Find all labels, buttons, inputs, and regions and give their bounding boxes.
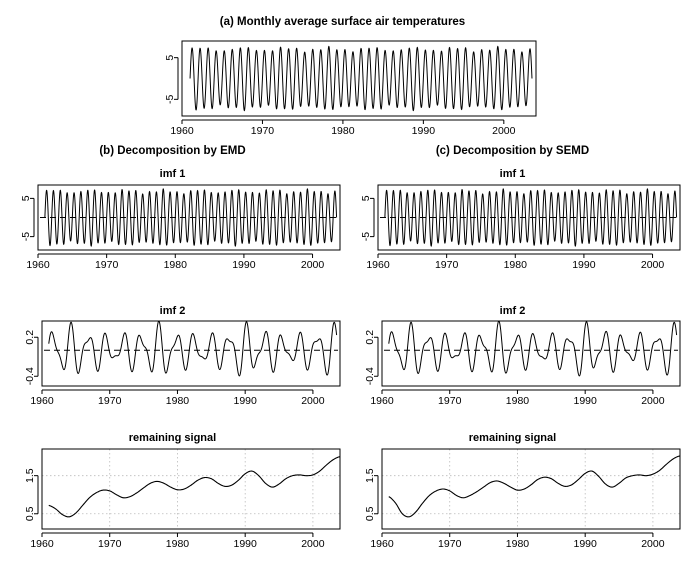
panel-title-b-imf1: imf 1 — [159, 168, 186, 180]
panel-title-c-remaining: remaining signal — [468, 432, 557, 444]
svg-text:1970: 1970 — [250, 125, 275, 137]
svg-text:1.5: 1.5 — [24, 468, 36, 483]
figure-title-b: (b) Decomposition by EMD — [99, 145, 246, 157]
svg-text:1960: 1960 — [370, 395, 394, 407]
svg-text:1960: 1960 — [30, 395, 54, 407]
chart-panel-c-imf1 — [346, 182, 684, 272]
chart-panel-a — [150, 38, 540, 138]
panel-title-b-remaining: remaining signal — [128, 432, 217, 444]
svg-text:1970: 1970 — [438, 538, 462, 550]
svg-text:1980: 1980 — [331, 125, 355, 137]
svg-text:5: 5 — [360, 195, 372, 202]
chart-panel-b-imf1 — [6, 182, 344, 272]
panel-title-c-imf1: imf 1 — [499, 168, 526, 180]
svg-text:1970: 1970 — [438, 395, 462, 407]
svg-text:2000: 2000 — [492, 125, 516, 137]
svg-text:1960: 1960 — [26, 259, 50, 271]
svg-text:1980: 1980 — [165, 538, 190, 550]
svg-text:1990: 1990 — [232, 259, 256, 271]
chart-panel-b-imf2 — [6, 318, 344, 408]
svg-text:1960: 1960 — [366, 259, 390, 271]
svg-text:2000: 2000 — [301, 395, 325, 407]
svg-text:5: 5 — [20, 195, 32, 202]
svg-text:2000: 2000 — [640, 259, 665, 271]
svg-text:-5: -5 — [164, 94, 176, 105]
svg-text:1980: 1980 — [503, 259, 527, 271]
svg-text:-0.4: -0.4 — [24, 367, 36, 386]
svg-text:-5: -5 — [20, 231, 32, 242]
svg-text:1980: 1980 — [505, 538, 530, 550]
svg-text:2000: 2000 — [301, 538, 325, 550]
svg-text:1980: 1980 — [165, 395, 190, 407]
svg-text:1960: 1960 — [170, 125, 194, 137]
chart-panel-b-remaining — [6, 446, 344, 551]
svg-text:-5: -5 — [360, 231, 372, 242]
svg-text:0.5: 0.5 — [364, 506, 376, 522]
svg-text:0.2: 0.2 — [24, 329, 36, 345]
svg-text:1.5: 1.5 — [364, 468, 376, 483]
svg-text:0.2: 0.2 — [364, 329, 376, 345]
svg-text:1990: 1990 — [572, 259, 596, 271]
svg-text:1970: 1970 — [98, 395, 122, 407]
svg-text:2000: 2000 — [641, 395, 665, 407]
svg-text:1970: 1970 — [94, 259, 119, 271]
svg-text:1990: 1990 — [233, 538, 257, 550]
svg-text:1960: 1960 — [370, 538, 394, 550]
chart-panel-c-remaining — [346, 446, 684, 551]
svg-text:5: 5 — [164, 54, 176, 61]
svg-text:2000: 2000 — [300, 259, 325, 271]
svg-text:1980: 1980 — [505, 395, 530, 407]
svg-text:1990: 1990 — [233, 395, 257, 407]
svg-text:1970: 1970 — [434, 259, 459, 271]
svg-text:1970: 1970 — [98, 538, 122, 550]
svg-text:1990: 1990 — [411, 125, 436, 137]
chart-panel-c-imf2 — [346, 318, 684, 408]
svg-text:1990: 1990 — [573, 538, 597, 550]
svg-text:1980: 1980 — [163, 259, 187, 271]
svg-text:0.5: 0.5 — [24, 506, 36, 522]
panel-title-c-imf2: imf 2 — [499, 305, 526, 317]
svg-text:1990: 1990 — [573, 395, 597, 407]
svg-text:1960: 1960 — [30, 538, 54, 550]
panel-title-b-imf2: imf 2 — [159, 305, 186, 317]
svg-text:-0.4: -0.4 — [364, 367, 376, 386]
figure-title-a: (a) Monthly average surface air temperatures — [219, 16, 466, 28]
figure-title-c: (c) Decomposition by SEMD — [435, 145, 590, 157]
svg-text:2000: 2000 — [641, 538, 665, 550]
